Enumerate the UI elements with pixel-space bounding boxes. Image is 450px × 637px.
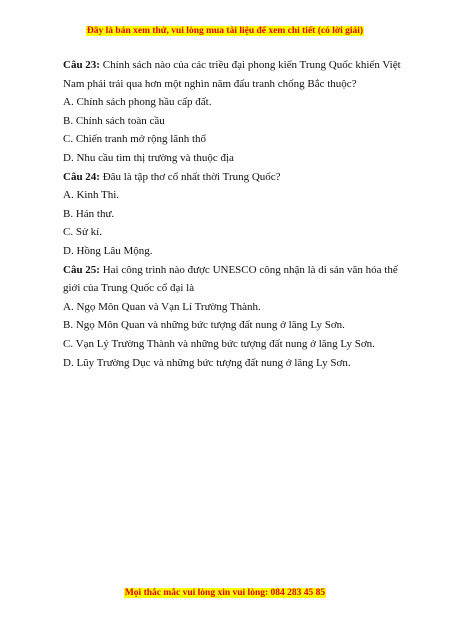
option-c: C. Chiến tranh mở rộng lãnh thổ — [63, 133, 206, 146]
option-d: D. Nhu cầu tìm thị trường và thuộc địa — [63, 151, 234, 164]
option-b: B. Chính sách toàn cầu — [63, 114, 165, 127]
question-text-line1: Đâu là tập thơ cổ nhất thời Trung Quốc? — [99, 170, 281, 183]
header-banner-text: Đây là bản xem thử, vui lòng mua tài liệu để xem chi tiết (có lời giải) — [86, 26, 364, 36]
question-text-line2: Nam phải trải qua hơn một nghìn năm đấu tranh chống Bắc thuộc? — [63, 77, 357, 90]
question-text-line1: Chính sách nào của các triều đại phong kiến Trung Quốc khiến Việt — [99, 59, 401, 71]
option-c: C. Vạn Lý Trường Thành và những bức tượng đất nung ở lăng Ly Sơn. — [63, 337, 375, 350]
header-banner — [0, 26, 450, 37]
footer-banner-text: Mọi thắc mắc vui lòng xin vui lòng: 084 283 45 85 — [124, 588, 326, 598]
question-label: Câu 23: — [63, 59, 100, 71]
question-label: Câu 24: — [63, 170, 100, 183]
option-a: A. Ngọ Môn Quan và Vạn Lí Trường Thành. — [63, 300, 261, 313]
question-label: Câu 25: — [63, 263, 100, 276]
option-c: C. Sử kí. — [63, 226, 102, 239]
option-a: A. Kinh Thi. — [63, 189, 120, 202]
question-text-line1: Hai công trình nào được UNESCO công nhận là di sản văn hóa thế — [99, 263, 398, 276]
question-23 — [63, 56, 401, 168]
option-b: B. Ngọ Môn Quan và những bức tượng đất nung ở lăng Ly Sơn. — [63, 319, 345, 332]
question-24 — [63, 168, 393, 261]
option-d: D. Lũy Trường Dục và những bức tượng đất nung ở lăng Ly Sơn. — [63, 356, 351, 369]
question-text-line2: giới của Trung Quốc cổ đại là — [63, 282, 195, 295]
question-text — [63, 261, 398, 280]
footer-banner — [0, 588, 450, 599]
option-a: A. Chính sách phong hầu cấp đất. — [63, 96, 212, 109]
option-b: B. Hán thư. — [63, 207, 115, 220]
question-list — [63, 56, 401, 372]
question-text — [63, 168, 393, 187]
question-25 — [63, 261, 398, 373]
question-text — [63, 56, 401, 75]
option-d: D. Hồng Lâu Mộng. — [63, 244, 153, 257]
